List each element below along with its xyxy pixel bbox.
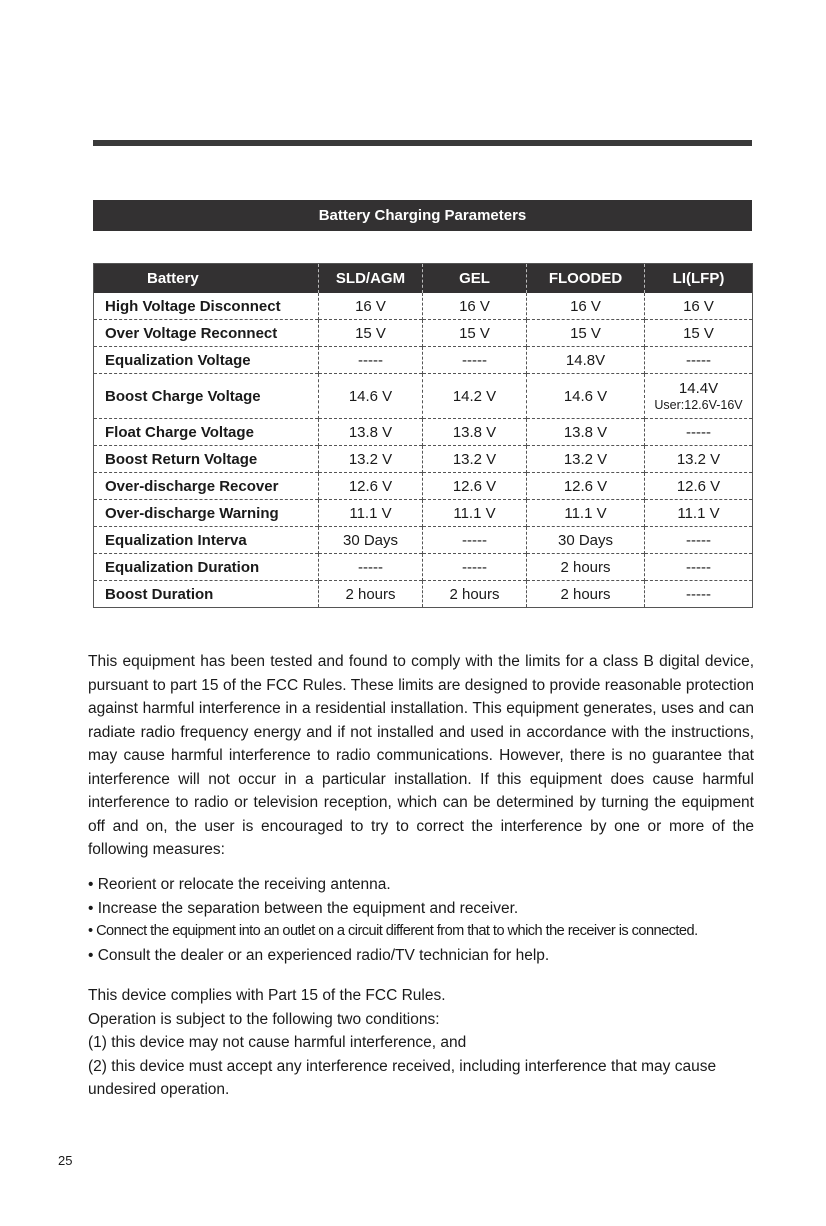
list-item: • Increase the separation between the equipment and receiver. (88, 899, 519, 917)
row-label: Boost Duration (94, 581, 319, 608)
row-label: Boost Charge Voltage (94, 374, 319, 419)
row-label: Equalization Voltage (94, 347, 319, 374)
cell: 11.1 V (645, 500, 753, 527)
cell: 2 hours (423, 581, 527, 608)
header-battery: Battery (94, 264, 319, 294)
section-title: Battery Charging Parameters (93, 200, 752, 231)
list-item: • Connect the equipment into an outlet on a circuit different from that to which the receiver is connected. (88, 923, 698, 939)
cell: 11.1 V (423, 500, 527, 527)
cell: ----- (423, 347, 527, 374)
cell: 14.6 V (319, 374, 423, 419)
table-row (94, 554, 753, 581)
cell: 12.6 V (423, 473, 527, 500)
compliance-line: (1) this device may not cause harmful interference, and (88, 1034, 467, 1051)
cell: ----- (319, 554, 423, 581)
compliance-line: undesired operation. (88, 1081, 230, 1098)
cell: ----- (319, 347, 423, 374)
header-sld-agm: SLD/AGM (319, 264, 423, 294)
cell: ----- (645, 419, 753, 446)
cell: ----- (645, 581, 753, 608)
cell: 13.2 V (527, 446, 645, 473)
row-label: Equalization Interva (94, 527, 319, 554)
measures-list (88, 873, 754, 967)
cell: 16 V (645, 293, 753, 320)
top-rule (93, 140, 752, 146)
cell: 13.8 V (319, 419, 423, 446)
cell: 16 V (423, 293, 527, 320)
cell: 13.2 V (319, 446, 423, 473)
cell: 14.2 V (423, 374, 527, 419)
cell: 13.2 V (423, 446, 527, 473)
table-row (94, 419, 753, 446)
cell: ----- (423, 554, 527, 581)
table-row (94, 347, 753, 374)
row-label: High Voltage Disconnect (105, 297, 281, 315)
cell-value: 14.4V (678, 380, 719, 397)
list-item: • Reorient or relocate the receiving antenna. (88, 876, 391, 893)
table-row (94, 527, 753, 554)
cell: ----- (645, 347, 753, 374)
table-row (94, 473, 753, 500)
table-row (94, 581, 753, 608)
cell: ----- (645, 554, 753, 581)
header-gel: GEL (423, 264, 527, 294)
cell: 15 V (319, 320, 423, 347)
row-label: Over Voltage Reconnect (94, 320, 319, 347)
user-range-note: User:12.6V-16V (654, 398, 743, 412)
row-label: Boost Return Voltage (94, 446, 319, 473)
compliance-line: This device complies with Part 15 of the FCC Rules. (88, 987, 446, 1004)
header-flooded: FLOODED (527, 264, 645, 294)
cell: 11.1 V (527, 500, 645, 527)
cell: 15 V (423, 320, 527, 347)
cell: 12.6 V (319, 473, 423, 500)
table-header-row (94, 264, 753, 294)
cell: 2 hours (527, 554, 645, 581)
table-row (94, 500, 753, 527)
cell: 15 V (527, 320, 645, 347)
table-row (94, 374, 753, 419)
cell: 14.6 V (527, 374, 645, 419)
cell: 2 hours (527, 581, 645, 608)
cell (645, 374, 753, 419)
cell: 11.1 V (319, 500, 423, 527)
row-label: Float Charge Voltage (94, 419, 319, 446)
cell: 16 V (527, 293, 645, 320)
charging-parameters-table (93, 263, 753, 608)
cell: 13.8 V (527, 419, 645, 446)
cell: 13.8 V (423, 419, 527, 446)
cell: ----- (645, 527, 753, 554)
header-li-lfp: LI(LFP) (645, 264, 753, 294)
row-label: Equalization Duration (94, 554, 319, 581)
cell: 12.6 V (527, 473, 645, 500)
compliance-line: (2) this device must accept any interference received, including interference that may cause (88, 1057, 717, 1075)
compliance-statement (88, 984, 754, 1102)
cell: 13.2 V (645, 446, 753, 473)
cell: 12.6 V (645, 473, 753, 500)
cell: 16 V (319, 293, 423, 320)
table-row (94, 446, 753, 473)
page-number: 25 (58, 1153, 73, 1168)
cell: 14.8V (527, 347, 645, 374)
fcc-paragraph: This equipment has been tested and found to comply with the limits for a class B digital device, pursuant to part 15 of the FCC Rules. These limits are designed to provide reasonable protection against harmful interference in a residential installation. This equipment generates, uses and can radiate radio frequency energy and if not installed and used in accordance with the instructions, may cause harmful interference to radio communications. However, there is no guarantee that interference will not occur in a particular installation. If this equipment does cause harmful interference to radio or television reception, which can be determined by turning the equipment off and on, the user is encouraged to try to correct the interference by one or more of the following measures: (88, 653, 754, 858)
cell: 2 hours (319, 581, 423, 608)
list-item: • Consult the dealer or an experienced radio/TV technician for help. (88, 946, 550, 964)
compliance-line: Operation is subject to the following two conditions: (88, 1010, 440, 1028)
row-label: Over-discharge Warning (94, 500, 319, 527)
cell: 30 Days (527, 527, 645, 554)
cell: 30 Days (319, 527, 423, 554)
cell: 15 V (645, 320, 753, 347)
row-label: Over-discharge Recover (94, 473, 319, 500)
table-row (94, 320, 753, 347)
table-row (94, 293, 753, 320)
cell: ----- (423, 527, 527, 554)
